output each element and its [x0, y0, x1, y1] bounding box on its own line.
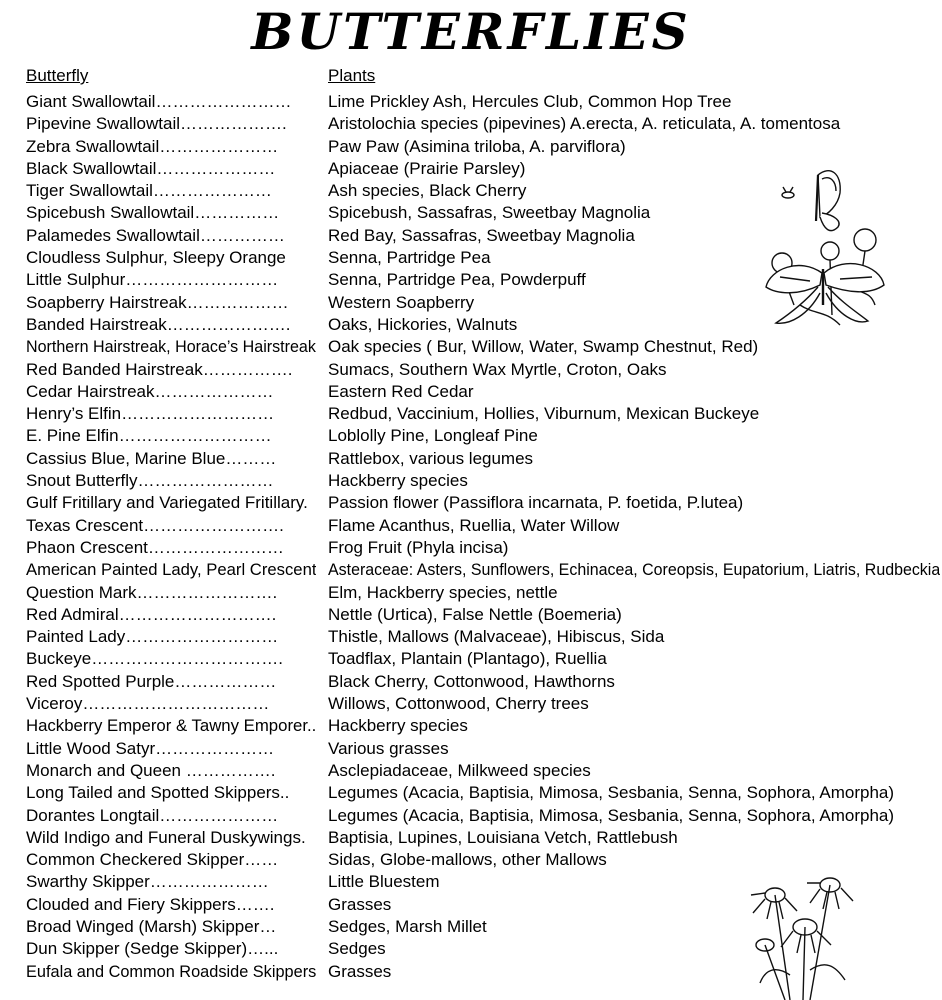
butterfly-name-text: Phaon Crescent……………………: [26, 537, 284, 557]
butterfly-name-text: Cedar Hairstreak…………………: [26, 381, 274, 401]
host-plants-text: Aristolochia species (pipevines) A.erecta, A. reticulata, A. tomentosa: [328, 114, 841, 134]
list-item: [0, 425, 942, 447]
list-item: [0, 715, 942, 737]
butterfly-name-text: Black Swallowtail…………………: [26, 158, 276, 178]
host-plants-text: Sumacs, Southern Wax Myrtle, Croton, Oaks: [328, 359, 667, 379]
list-item: [0, 693, 942, 715]
butterfly-name-text: Buckeye…………………………….: [26, 649, 283, 669]
host-plants-text: Western Soapberry: [328, 292, 475, 312]
host-plants-text: Flame Acanthus, Ruellia, Water Willow: [328, 515, 620, 535]
butterfly-name-text: Zebra Swallowtail…………………: [26, 136, 279, 156]
butterfly-name: [26, 693, 316, 715]
host-plants-text: Lime Prickley Ash, Hercules Club, Common Hop Tree: [328, 92, 732, 111]
host-plants: [328, 693, 940, 715]
butterfly-name: [26, 515, 316, 537]
list-item: [0, 582, 942, 604]
host-plants-text: Paw Paw (Asimina triloba, A. parviflora): [328, 136, 626, 156]
host-plants-text: Hackberry species: [328, 471, 468, 491]
butterfly-name: [26, 336, 316, 358]
butterfly-name: [26, 470, 316, 492]
list-item: [0, 515, 942, 537]
host-plants: [328, 359, 940, 381]
host-plants: [328, 448, 940, 470]
butterfly-name: [26, 626, 316, 648]
list-item: [0, 492, 942, 514]
butterfly-name: [26, 760, 316, 782]
butterfly-name: [26, 403, 316, 425]
butterfly-name-text: Snout Butterfly……………………: [26, 471, 274, 491]
butterfly-name-text: Soapberry Hairstreak………………: [26, 292, 289, 312]
butterfly-name-text: Long Tailed and Spotted Skippers..: [26, 783, 290, 803]
host-plants-text: Loblolly Pine, Longleaf Pine: [328, 426, 538, 446]
butterfly-name-text: Red Banded Hairstreak…………….: [26, 359, 293, 379]
host-plants-text: Nettle (Urtica), False Nettle (Boemeria): [328, 604, 622, 624]
butterfly-name-text: Question Mark…………………….: [26, 582, 278, 602]
butterfly-name-text: Little Wood Satyr…………………: [26, 738, 275, 758]
host-plants-text: Little Bluestem: [328, 872, 440, 892]
host-plants-text: Spicebush, Sassafras, Sweetbay Magnolia: [328, 203, 651, 223]
butterfly-name: [26, 225, 316, 247]
butterfly-name: [26, 91, 316, 113]
host-plants-text: Grasses: [328, 961, 392, 981]
host-plants-text: Rattlebox, various legumes: [328, 448, 534, 468]
butterfly-name: [26, 113, 316, 135]
butterfly-name: [26, 916, 316, 938]
butterfly-name-text: Common Checkered Skipper……: [26, 850, 279, 870]
butterfly-name-text: Wild Indigo and Funeral Duskywings.: [26, 827, 306, 847]
butterfly-name: [26, 604, 316, 626]
host-plants-text: Eastern Red Cedar: [328, 381, 474, 401]
butterfly-name-text: Gulf Fritillary and Variegated Fritillary.: [26, 493, 308, 513]
host-plants: [328, 760, 940, 782]
list-item: [0, 470, 942, 492]
host-plants: [328, 136, 940, 158]
host-plants: [328, 782, 940, 804]
butterfly-name: [26, 425, 316, 447]
butterfly-name: [26, 805, 316, 827]
butterfly-name: [26, 738, 316, 760]
host-plants-text: Thistle, Mallows (Malvaceae), Hibiscus, Sida: [328, 627, 665, 647]
butterfly-name-text: E. Pine Elfin………………………: [26, 426, 272, 446]
butterfly-name-text: Spicebush Swallowtail……………: [26, 203, 280, 223]
host-plants: [328, 113, 940, 135]
host-plants-text: Grasses: [328, 894, 392, 914]
butterfly-name: [26, 582, 316, 604]
host-plants: [328, 604, 940, 626]
host-plants: [328, 537, 940, 559]
butterfly-name-text: Cassius Blue, Marine Blue………: [26, 448, 277, 468]
host-plants: [328, 515, 940, 537]
butterfly-name: [26, 314, 316, 336]
list-item: [0, 782, 942, 804]
list-item: [0, 805, 942, 827]
butterfly-name-text: Broad Winged (Marsh) Skipper…: [26, 916, 277, 936]
list-item: [0, 381, 942, 403]
butterfly-name: [26, 269, 316, 291]
butterfly-name-text: Red Spotted Purple………………: [26, 671, 277, 691]
host-plants-text: Senna, Partridge Pea, Powderpuff: [328, 270, 586, 290]
host-plants: [328, 559, 940, 581]
list-item: [0, 738, 942, 760]
butterfly-name: [26, 359, 316, 381]
host-plants-text: Legumes (Acacia, Baptisia, Mimosa, Sesbania, Senna, Sophora, Amorpha): [328, 805, 895, 825]
host-plants: [328, 403, 940, 425]
host-plants-text: Redbud, Vaccinium, Hollies, Viburnum, Mexican Buckeye: [328, 404, 760, 424]
list-item: [0, 559, 942, 581]
list-item: [0, 648, 942, 670]
butterfly-name-text: Texas Crescent…………………….: [26, 515, 284, 535]
host-plants-text: Toadflax, Plantain (Plantago), Ruellia: [328, 649, 607, 669]
list-item: [0, 448, 942, 470]
host-plants: [328, 738, 940, 760]
host-plants-text: Baptisia, Lupines, Louisiana Vetch, Rattlebush: [328, 827, 678, 847]
butterfly-name: [26, 381, 316, 403]
butterfly-name: [26, 136, 316, 158]
host-plants: [328, 648, 940, 670]
host-plants-text: Passion flower (Passiflora incarnata, P. foetida, P.lutea): [328, 493, 744, 513]
list-item: [0, 113, 942, 135]
butterfly-name-text: Henry’s Elfin………………………: [26, 404, 275, 424]
list-item: [0, 604, 942, 626]
butterfly-name: [26, 559, 316, 581]
butterfly-name: [26, 715, 316, 737]
butterfly-name-text: Hackberry Emperor & Tawny Emporer..: [26, 716, 316, 736]
butterfly-name: [26, 292, 316, 314]
butterfly-name: [26, 671, 316, 693]
butterfly-name-text: Cloudless Sulphur, Sleepy Orange: [26, 248, 286, 268]
host-plants-text: Oak species ( Bur, Willow, Water, Swamp Chestnut, Red): [328, 337, 759, 357]
butterfly-name-text: Clouded and Fiery Skippers…….: [26, 894, 275, 914]
host-plants-text: Ash species, Black Cherry: [328, 181, 527, 201]
butterfly-name-text: Swarthy Skipper…………………: [26, 872, 269, 892]
butterfly-name-text: Giant Swallowtail……………………: [26, 92, 292, 111]
host-plants: [328, 470, 940, 492]
host-plants-text: Apiaceae (Prairie Parsley): [328, 158, 526, 178]
host-plants-text: Willows, Cottonwood, Cherry trees: [328, 694, 589, 714]
butterfly-name-text: Little Sulphur………………………: [26, 270, 279, 290]
host-plants-text: Sidas, Globe-mallows, other Mallows: [328, 850, 607, 870]
list-item: [0, 537, 942, 559]
host-plants: [328, 91, 940, 113]
coneflower-icon: [751, 878, 853, 1000]
list-item: [0, 760, 942, 782]
butterfly-name: [26, 961, 316, 983]
list-item: [0, 403, 942, 425]
butterfly-name: [26, 247, 316, 269]
page-title: BUTTERFLIES: [251, 2, 691, 61]
host-plants-text: Frog Fruit (Phyla incisa): [328, 537, 509, 557]
list-item: [0, 827, 942, 849]
host-plants-text: Asteraceae: Asters, Sunflowers, Echinacea, Coreopsis, Eupatorium, Liatris, Rudbeckia: [328, 560, 940, 580]
host-plants: [328, 626, 940, 648]
butterfly-name-text: Painted Lady………………………: [26, 627, 279, 647]
coneflower-illustration: [735, 865, 885, 1000]
host-plants-text: Black Cherry, Cottonwood, Hawthorns: [328, 671, 615, 691]
host-plants: [328, 827, 940, 849]
butterfly-name-text: Dorantes Longtail…………………: [26, 805, 279, 825]
butterfly-name: [26, 180, 316, 202]
butterfly-name: [26, 871, 316, 893]
plants-column-header: Plants: [328, 66, 376, 85]
butterfly-name: [26, 938, 316, 960]
butterfly-name: [26, 202, 316, 224]
host-plants: [328, 671, 940, 693]
list-item: [0, 671, 942, 693]
host-plants-text: Senna, Partridge Pea: [328, 248, 491, 268]
list-item: [0, 91, 942, 113]
host-plants: [328, 582, 940, 604]
host-plants-text: Elm, Hackberry species, nettle: [328, 582, 558, 602]
host-plants: [328, 492, 940, 514]
butterfly-name-text: Northern Hairstreak, Horace’s Hairstreak: [26, 337, 316, 357]
butterfly-name-text: Red Admiral……………………….: [26, 604, 277, 624]
host-plants: [328, 805, 940, 827]
butterfly-name: [26, 648, 316, 670]
butterfly-name: [26, 492, 316, 514]
butterfly-name: [26, 782, 316, 804]
butterfly-name-text: Monarch and Queen …………….: [26, 760, 276, 780]
host-plants-text: Hackberry species: [328, 716, 468, 736]
host-plants-text: Various grasses: [328, 738, 449, 758]
butterfly-name-text: Banded Hairstreak………………….: [26, 314, 291, 334]
butterfly-column-header: Butterfly: [26, 66, 89, 85]
host-plants: [328, 425, 940, 447]
host-plants-text: Red Bay, Sassafras, Sweetbay Magnolia: [328, 225, 635, 245]
butterfly-name: [26, 537, 316, 559]
butterfly-name: [26, 448, 316, 470]
host-plants-text: Oaks, Hickories, Walnuts: [328, 314, 518, 334]
host-plants-text: Sedges: [328, 939, 386, 959]
butterfly-name-text: Dun Skipper (Sedge Skipper)…...: [26, 939, 279, 959]
list-item: [0, 136, 942, 158]
butterflies-illustration: [760, 165, 890, 340]
butterfly-name-text: Palamedes Swallowtail……………: [26, 225, 285, 245]
butterfly-name: [26, 849, 316, 871]
list-item: [0, 359, 942, 381]
butterfly-name-text: Pipevine Swallowtail……………….: [26, 114, 287, 134]
list-item: [0, 626, 942, 648]
host-plants-text: Legumes (Acacia, Baptisia, Mimosa, Sesbania, Senna, Sophora, Amorpha): [328, 783, 895, 803]
host-plants: [328, 381, 940, 403]
host-plants-text: Sedges, Marsh Millet: [328, 916, 487, 936]
butterfly-name: [26, 158, 316, 180]
host-plants-text: Asclepiadaceae, Milkweed species: [328, 760, 591, 780]
host-plants: [328, 715, 940, 737]
butterfly-name-text: Eufala and Common Roadside Skippers: [26, 961, 316, 981]
butterfly-name: [26, 827, 316, 849]
butterfly-name-text: Tiger Swallowtail…………………: [26, 181, 272, 201]
butterfly-name: [26, 894, 316, 916]
butterfly-name-text: Viceroy……………………………: [26, 694, 270, 714]
upper-butterfly-icon: [816, 171, 840, 231]
small-bee-icon: [782, 187, 794, 198]
butterfly-name-text: American Painted Lady, Pearl Crescent: [26, 560, 316, 580]
